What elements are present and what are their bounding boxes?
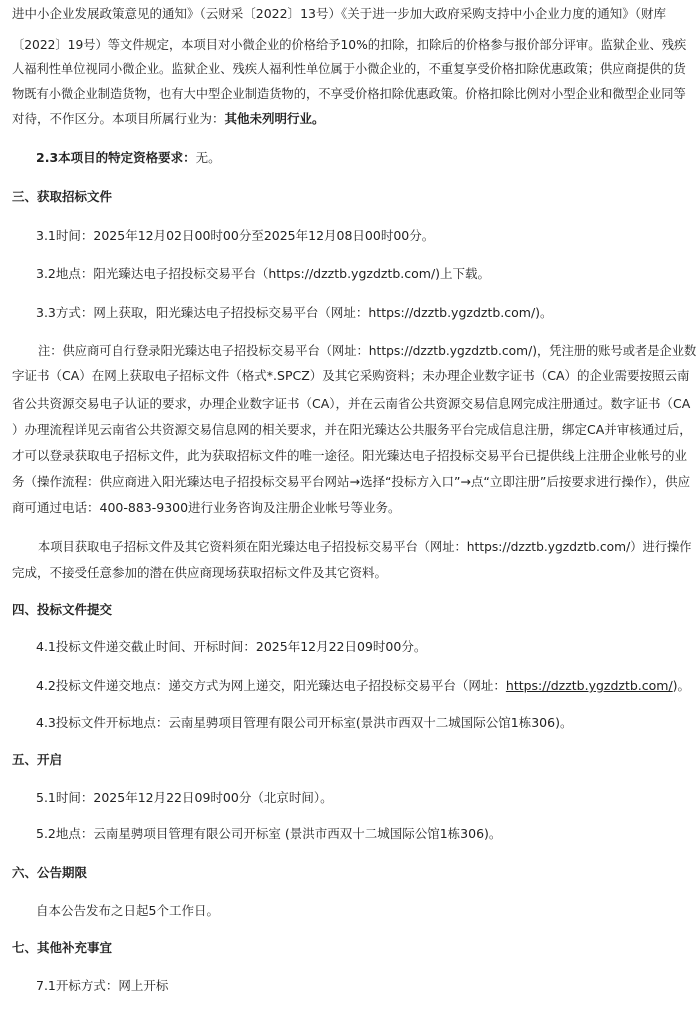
section-4-1: 4.1投标文件递交截止时间、开标时间：2025年12月22日09时00分。 bbox=[36, 639, 427, 654]
industry-value: 其他未列明行业。 bbox=[224, 111, 325, 126]
section-7-1: 7.1开标方式：网上开标 bbox=[36, 978, 169, 993]
section-5-2: 5.2地点：云南星骋项目管理有限公司开标室 (景洪市西双十二城国际公馆1栋306)。 bbox=[36, 826, 502, 841]
intro-line-3: 人福利性单位视同小微企业。监狱企业、残疾人福利性单位属于小微企业的，不重复享受价格扣除优惠政策；供应商提供的货 bbox=[12, 62, 686, 76]
online-only-line-1: 本项目获取电子招标文件及其它资料须在阳光臻达电子招投标交易平台（网址：https://dzztb.ygzdztb.com/）进行操作 bbox=[38, 540, 692, 554]
section-2-3-value: 无。 bbox=[195, 150, 221, 165]
note-line-2: 字证书（CA）在网上获取电子招标文件（格式*.SPCZ）及其它采购资料；未办理企业数字证书（CA）的企业需要按照云南 bbox=[12, 368, 690, 383]
note-line-7: 商可通过电话：400-883-9300进行业务咨询及注册企业帐号等业务。 bbox=[12, 500, 401, 515]
intro-line-4: 物既有小微企业制造货物，也有大中型企业制造货物的，不享受价格扣除优惠政策。价格扣除比例对小型企业和微型企业同等 bbox=[12, 87, 686, 101]
note-line-6: 务（操作流程：供应商进入阳光臻达电子招投标交易平台网站→选择“投标方入口”→点“立即注册”后按要求进行操作），供应 bbox=[12, 474, 691, 489]
intro-last-text: 对待，不作区分。本项目所属行业为： bbox=[12, 111, 225, 126]
note-line-5: 才可以登录获取电子招标文件，此为获取招标文件的唯一途径。阳光臻达电子招投标交易平台已提供线上注册企业帐号的业 bbox=[12, 448, 688, 463]
section-5-1: 5.1时间：2025年12月22日09时00分（北京时间）。 bbox=[36, 790, 333, 805]
note-line-4: ）办理流程详见云南省公共资源交易信息网的相关要求，并在阳光臻达公共服务平台完成信息注册，绑定CA并审核通过后， bbox=[12, 422, 692, 437]
section-7-title: 七、其他补充事宜 bbox=[12, 940, 113, 955]
section-6-title: 六、公告期限 bbox=[12, 865, 88, 880]
section-4-2-suffix: )。 bbox=[672, 678, 691, 693]
section-3-1: 3.1时间：2025年12月02日00时00分至2025年12月08日00时00分。 bbox=[36, 228, 435, 243]
intro-line-2: 〔2022〕19号）等文件规定，本项目对小微企业的价格给予10%的扣除，扣除后的价格参与报价部分评审。监狱企业、残疾 bbox=[12, 38, 687, 52]
section-6-text: 自本公告发布之日起5个工作日。 bbox=[36, 903, 219, 918]
intro-line-1: 进中小企业发展政策意见的通知》（云财采〔2022〕13号）《关于进一步加大政府采购支持中小企业力度的通知》（财库 bbox=[12, 6, 666, 21]
section-3-2: 3.2地点：阳光臻达电子招投标交易平台（https://dzztb.ygzdztb.com/)上下载。 bbox=[36, 266, 491, 281]
note-line-3: 省公共资源交易电子认证的要求，办理企业数字证书（CA），并在云南省公共资源交易信息网完成注册通过。数字证书（CA bbox=[12, 396, 691, 411]
intro-line-5 bbox=[12, 111, 325, 127]
section-3-title: 三、获取招标文件 bbox=[12, 189, 113, 204]
note-line-1: 注：供应商可自行登录阳光臻达电子招投标交易平台（网址：https://dzztb.ygzdztb.com/)，凭注册的账号或者是企业数 bbox=[38, 344, 697, 358]
section-2-3-label: 2.3本项目的特定资格要求： bbox=[36, 150, 196, 165]
online-only-line-2: 完成，不接受任意参加的潜在供应商现场获取招标文件及其它资料。 bbox=[12, 565, 388, 580]
section-4-3: 4.3投标文件开标地点：云南星骋项目管理有限公司开标室(景洪市西双十二城国际公馆1栋306)。 bbox=[36, 715, 573, 730]
section-4-2 bbox=[36, 678, 690, 694]
section-2-3 bbox=[36, 150, 221, 166]
section-4-2-text: 4.2投标文件递交地点：递交方式为网上递交，阳光臻达电子招投标交易平台（网址： bbox=[36, 678, 506, 693]
section-3-3: 3.3方式：网上获取，阳光臻达电子招投标交易平台（网址：https://dzztb.ygzdztb.com/)。 bbox=[36, 305, 553, 320]
platform-link[interactable]: https://dzztb.ygzdztb.com/ bbox=[505, 678, 673, 693]
section-4-title: 四、投标文件提交 bbox=[12, 602, 113, 617]
section-5-title: 五、开启 bbox=[12, 752, 63, 767]
